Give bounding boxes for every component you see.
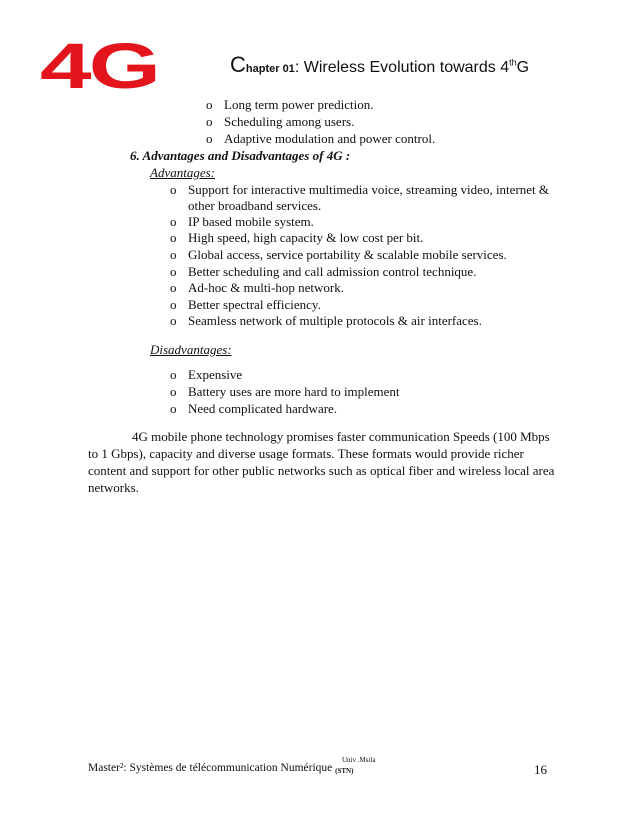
4g-lte-logo: [40, 36, 200, 96]
chapter-superscript: th: [509, 57, 517, 68]
disadvantages-label: Disadvantages:: [150, 342, 232, 357]
footer-university: Univ .Msila: [342, 756, 376, 764]
list-item: o Long term power prediction.: [206, 97, 374, 112]
list-item-continuation: other broadband services.: [188, 198, 322, 213]
chapter-header: [230, 52, 529, 78]
advantages-label: Advantages:: [150, 165, 215, 180]
footer: [88, 756, 376, 775]
svg-text:4G: 4G: [40, 36, 158, 96]
list-item: o Better scheduling and call admission control technique.: [170, 264, 477, 279]
chapter-title-end: G: [516, 59, 530, 76]
body-paragraph: [88, 428, 558, 496]
list-item: o Adaptive modulation and power control.: [206, 131, 436, 146]
page-number: 16: [534, 762, 547, 777]
section-heading: 6. Advantages and Disadvantages of 4G :: [130, 148, 351, 163]
list-item: o Expensive: [170, 367, 243, 382]
chapter-number: hapter 01: [245, 63, 295, 75]
footer-stn: (STN): [335, 767, 354, 775]
list-item: o High speed, high capacity & low cost per bit.: [170, 230, 424, 245]
list-item: o IP based mobile system.: [170, 214, 314, 229]
list-item: o Better spectral efficiency.: [170, 297, 321, 312]
chapter-initial: C: [230, 52, 246, 77]
list-item: o Global access, service portability & scalable mobile services.: [170, 247, 507, 262]
paragraph-text: 4G mobile phone technology promises faster communication Speeds (100 Mbps to 1 Gbps), capacity and diverse usage formats. These formats would provide richer content and support for other public networks such as optical fiber and wireless local area networks.: [88, 429, 555, 495]
footer-text: Master²: Systèmes de télécommunication Numérique: [88, 762, 336, 774]
chapter-title: Wireless Evolution towards 4: [299, 59, 510, 76]
list-item: o Battery uses are more hard to implement: [170, 384, 400, 399]
list-item: o Scheduling among users.: [206, 114, 355, 129]
list-item: o Seamless network of multiple protocols & air interfaces.: [170, 313, 482, 328]
list-item: o Support for interactive multimedia voice, streaming video, internet &: [170, 182, 550, 197]
chapter-colon: :: [294, 59, 300, 76]
list-item: o Need complicated hardware.: [170, 401, 338, 416]
list-item: o Ad-hoc & multi-hop network.: [170, 280, 344, 295]
